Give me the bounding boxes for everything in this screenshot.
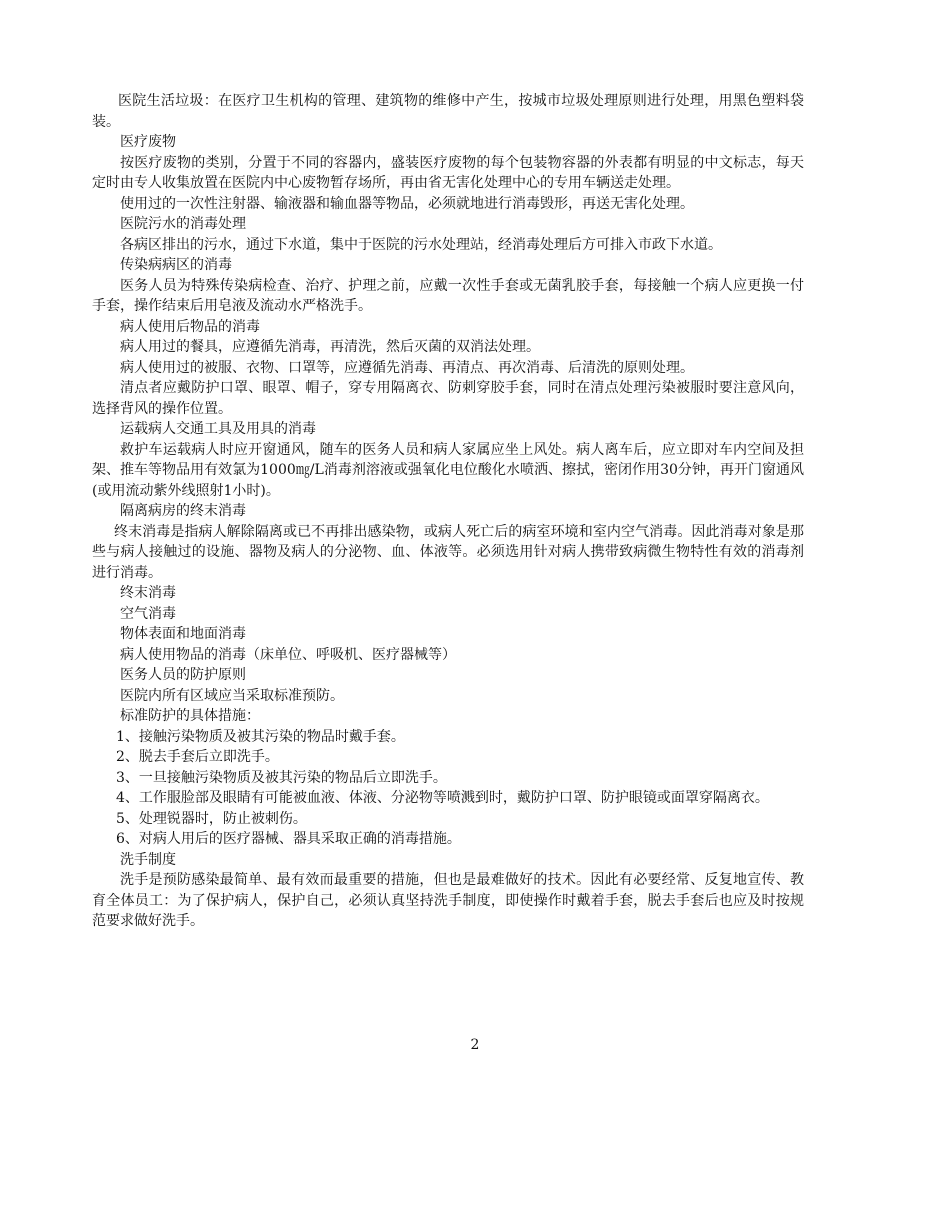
paragraph: 5、处理锐器时，防止被刺伤。	[116, 810, 307, 827]
paragraph: 2、脱去手套后立即洗手。	[116, 749, 279, 765]
paragraph: 洗手是预防感染最简单、最有效而最重要的措施，但也是最难做好的技术。因此有必要经常、反复地宣传、教育全体员工：为了保护病人，保护自己，必须认真坚持洗手制度，即使操作时戴着手套，脱去手套后也应及时按规范要求做好洗手。	[92, 872, 804, 929]
paragraph: 隔离病房的终末消毒	[120, 503, 246, 519]
paragraph: 医务人员为特殊传染病检查、治疗、护理之前，应戴一次性手套或无菌乳胶手套，每接触一个病人应更换一付手套，操作结束后用皂液及流动水严格洗手。	[92, 277, 804, 314]
paragraph: 运载病人交通工具及用具的消毒	[120, 421, 316, 437]
paragraph: 医务人员的防护原则	[120, 667, 246, 683]
paragraph: 清点者应戴防护口罩、眼罩、帽子，穿专用隔离衣、防刺穿胶手套，同时在清点处理污染被服时要注意风向，选择背风的操作位置。	[92, 380, 804, 417]
paragraph: 终末消毒	[120, 585, 176, 601]
document-body	[92, 91, 804, 932]
paragraph: 物体表面和地面消毒	[120, 626, 246, 642]
paragraph: 传染病病区的消毒	[120, 257, 232, 273]
paragraph: 医疗废物	[120, 134, 176, 150]
paragraph: 洗手制度	[120, 851, 176, 868]
paragraph: 救护车运载病人时应开窗通风，随车的医务人员和病人家属应坐上风处。病人离车后，应立即对车内空间及担架、推车等物品用有效氯为1000㎎/L消毒剂溶液或强氧化电位酸化水喷洒、擦拭，密闭作用30分钟，再开门窗通风(或用流动紫外线照射1小时)。	[92, 441, 804, 499]
paragraph: 病人使用后物品的消毒	[120, 318, 260, 335]
paragraph: 医院生活垃圾：在医疗卫生机构的管理、建筑物的维修中产生，按城市垃圾处理原则进行处理，用黑色塑料袋装。	[92, 93, 804, 130]
paragraph: 空气消毒	[120, 605, 176, 622]
paragraph: 3、一旦接触污染物质及被其污染的物品后立即洗手。	[116, 769, 447, 786]
paragraph: 医院污水的消毒处理	[120, 216, 246, 232]
paragraph: 病人使用物品的消毒（床单位、呼吸机、医疗器械等）	[120, 646, 456, 663]
page-number: 2	[470, 1037, 480, 1053]
paragraph: 1、接触污染物质及被其污染的物品时戴手套。	[116, 728, 405, 745]
paragraph: 使用过的一次性注射器、输液器和输血器等物品，必须就地进行消毒毁形，再送无害化处理。	[120, 195, 694, 212]
paragraph: 病人使用过的被服、衣物、口罩等，应遵循先消毒、再清点、再次消毒、后清洗的原则处理。	[120, 359, 694, 376]
paragraph: 终末消毒是指病人解除隔离或已不再排出感染物，或病人死亡后的病室环境和室内空气消毒。因此消毒对象是那些与病人接触过的设施、器物及病人的分泌物、血、体液等。必须选用针对病人携带致病微生物特性有效的消毒剂进行消毒。	[92, 523, 804, 581]
paragraph: 4、工作服脸部及眼睛有可能被血液、体液、分泌物等喷溅到时，戴防护口罩、防护眼镜或面罩穿隔离衣。	[116, 790, 769, 806]
paragraph: 医院内所有区域应当采取标准预防。	[120, 687, 344, 704]
paragraph: 按医疗废物的类别，分置于不同的容器内，盛装医疗废物的每个包装物容器的外表都有明显的中文标志，每天定时由专人收集放置在医院内中心废物暂存场所，再由省无害化处理中心的专用车辆送走处理。	[92, 154, 804, 191]
paragraph: 标准防护的具体措施：	[120, 708, 260, 724]
paragraph: 各病区排出的污水，通过下水道，集中于医院的污水处理站，经消毒处理后方可排入市政下水道。	[120, 236, 722, 253]
paragraph: 6、对病人用后的医疗器械、器具采取正确的消毒措施。	[116, 831, 461, 847]
paragraph: 病人用过的餐具，应遵循先消毒，再清洗，然后灭菌的双消法处理。	[120, 339, 540, 355]
